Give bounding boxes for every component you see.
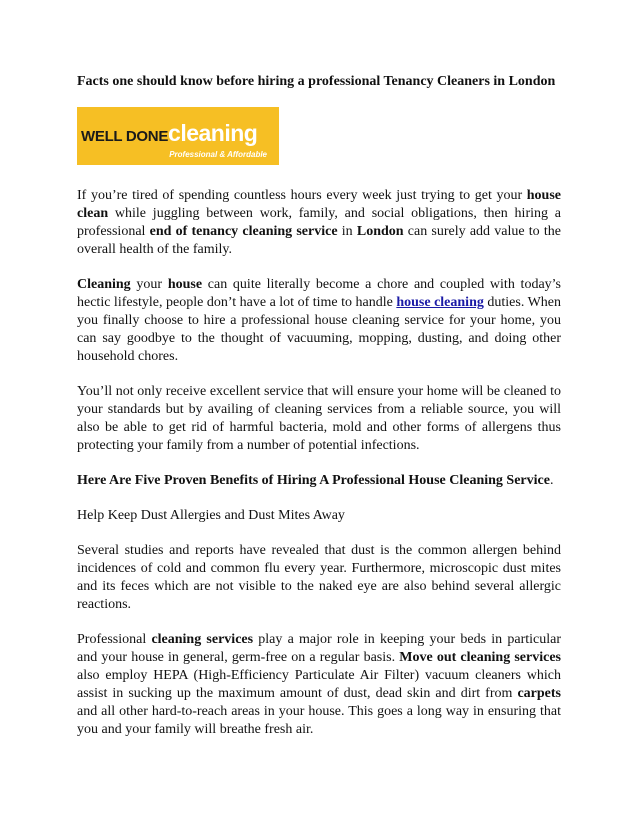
paragraph-studies: Several studies and reports have revealed that dust is the common allergen behind incidences of cold and common flu every year. Furthermore, microscopic dust mites and its feces which are not visible to the naked eye are also behind several allergic reactions. xyxy=(77,543,561,612)
paragraph-intro xyxy=(77,187,561,259)
bold-move-out-cleaning: Move out cleaning services xyxy=(399,650,562,665)
bold-carpets: carpets xyxy=(517,686,561,701)
document-body xyxy=(77,187,561,739)
bold-house-clean: house clean xyxy=(77,188,561,221)
bold-house: house xyxy=(167,277,203,292)
text-run: play a major role in keeping your beds in particular and your house in general, germ-free on a regular basis. xyxy=(77,632,562,665)
logo-word-cleaning: cleaning xyxy=(168,120,258,146)
logo-tagline: Professional & Affordable xyxy=(169,150,267,159)
text-run: while juggling between work, family, and social obligations, then hiring a professional xyxy=(77,206,561,239)
text-run: duties. When you finally choose to hire a professional house cleaning service for your home, you can say goodbye to the thought of vacuuming, mopping, dusting, and doing other household chores. xyxy=(77,295,561,364)
text-run: If you’re tired of spending countless hours every week just trying to get your xyxy=(77,188,527,203)
bold-london: London xyxy=(356,224,404,239)
document-title: Facts one should know before hiring a professional Tenancy Cleaners in London xyxy=(77,74,556,89)
text-run: in xyxy=(337,224,357,239)
paragraph-professional xyxy=(77,631,561,739)
heading-period: . xyxy=(549,473,554,488)
heading-text: Here Are Five Proven Benefits of Hiring A Professional House Cleaning Service xyxy=(77,473,550,488)
text-run: can surely add value to the overall health of the family. xyxy=(77,224,561,257)
bold-cleaning-services: cleaning services xyxy=(151,632,254,647)
paragraph-service: You’ll not only receive excellent service that will ensure your home will be cleaned to your standards but by availing of cleaning services from a reliable source, you will also be able to get rid of harmful bacteria, mold and other forms of allergens thus protecting your family from a number of potential infections. xyxy=(77,384,561,453)
section-heading xyxy=(77,472,561,490)
text-run: Professional xyxy=(77,632,152,647)
logo-word-well-done: WELL DONE xyxy=(81,128,169,145)
text-run: and all other hard-to-reach areas in your house. This goes a long way in ensuring that you and your family will breathe fresh air. xyxy=(77,704,561,737)
subheading-dust: Help Keep Dust Allergies and Dust Mites Away xyxy=(77,508,345,523)
logo-brand xyxy=(81,120,257,147)
paragraph-chore xyxy=(77,276,561,366)
house-cleaning-link[interactable]: house cleaning xyxy=(396,295,484,310)
bold-end-of-tenancy: end of tenancy cleaning service xyxy=(149,224,338,239)
text-run: can quite literally become a chore and coupled with today’s hectic lifestyle, people don’t have a lot of time to handle xyxy=(77,277,561,310)
bold-cleaning: Cleaning xyxy=(77,277,131,292)
text-run: also employ HEPA (High-Efficiency Particulate Air Filter) vacuum cleaners which assist in sucking up the maximum amount of dust, dead skin and dirt from xyxy=(77,668,561,701)
well-done-cleaning-logo xyxy=(77,107,279,165)
text-run: your xyxy=(130,277,168,292)
